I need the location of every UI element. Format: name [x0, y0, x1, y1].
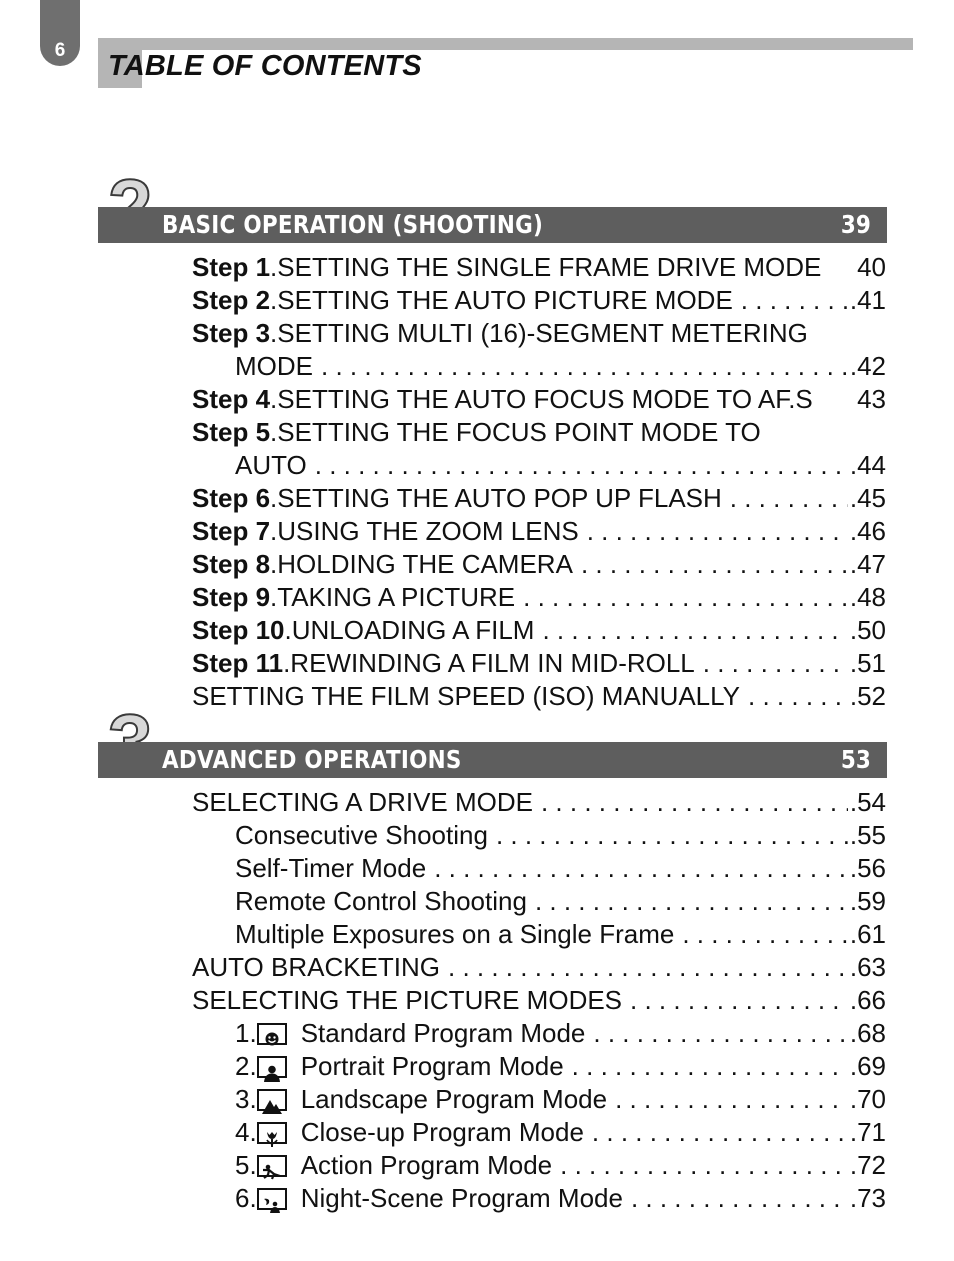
mode-number: 1.	[235, 1018, 257, 1048]
dot-leader	[448, 951, 848, 984]
mode-number: 2.	[235, 1051, 257, 1081]
toc-entry-auto-bracketing[interactable]	[192, 951, 886, 984]
entry-text: AUTO	[235, 450, 307, 480]
toc-entry-drive-mode[interactable]	[192, 786, 886, 819]
entry-page: .63	[849, 952, 886, 982]
landscape-icon	[257, 1089, 287, 1111]
entry-page: .66	[849, 985, 886, 1015]
toc-entry-step-3-cont[interactable]	[192, 350, 886, 383]
toc-entry-portrait-program[interactable]	[192, 1050, 886, 1083]
dot-leader	[496, 819, 848, 852]
entry-text: Remote Control Shooting	[235, 886, 527, 916]
runner-icon	[257, 1155, 287, 1177]
flower-icon	[257, 1122, 287, 1144]
chapter-page: 53	[841, 745, 871, 774]
entry-text: .SETTING THE SINGLE FRAME DRIVE MODE	[270, 252, 822, 282]
chapter-title: ADVANCED OPERATIONS	[162, 745, 462, 774]
dot-leader	[730, 482, 848, 515]
entry-text: SETTING THE FILM SPEED (ISO) MANUALLY	[192, 681, 741, 711]
dot-leader	[741, 284, 848, 317]
step-label: Step 2	[192, 285, 271, 315]
entry-text: Close-up Program Mode	[300, 1117, 584, 1147]
chapter-title: BASIC OPERATION (SHOOTING)	[162, 210, 544, 239]
dot-leader	[315, 449, 848, 482]
chapter-bar-advanced-operations[interactable]	[98, 742, 887, 778]
chapter-page: 39	[841, 210, 871, 239]
entry-page: .68	[849, 1018, 886, 1048]
toc-entry-step-5[interactable]	[192, 416, 886, 449]
dot-leader	[572, 1050, 848, 1083]
toc-entry-step-1[interactable]	[192, 251, 886, 284]
entry-page: .71	[849, 1117, 886, 1147]
toc-entry-consecutive[interactable]	[192, 819, 886, 852]
dot-leader	[682, 918, 848, 951]
step-label: Step 8	[192, 549, 271, 579]
toc-entry-standard-program[interactable]	[192, 1017, 886, 1050]
dot-leader	[535, 885, 848, 918]
toc-entry-closeup-program[interactable]	[192, 1116, 886, 1149]
toc-entry-remote-control[interactable]	[192, 885, 886, 918]
dot-leader	[631, 1182, 848, 1215]
entry-page: .42	[849, 351, 886, 381]
night-scene-icon	[257, 1188, 287, 1210]
chapter-bar-basic-operation[interactable]	[98, 207, 887, 243]
entry-text: Consecutive Shooting	[235, 820, 488, 850]
step-label: Step 10	[192, 615, 285, 645]
entry-text: Night-Scene Program Mode	[300, 1183, 623, 1213]
entry-text: .SETTING THE AUTO FOCUS MODE TO AF.S	[270, 384, 813, 414]
entry-page: .50	[849, 615, 886, 645]
step-label: Step 9	[192, 582, 271, 612]
page-number: 6	[54, 40, 66, 61]
entry-page: .47	[849, 549, 886, 579]
toc-entry-step-4[interactable]	[192, 383, 886, 416]
toc-entry-multiple-exposures[interactable]	[192, 918, 886, 951]
entry-page: 40	[857, 252, 886, 282]
entry-page: .45	[849, 483, 886, 513]
dot-leader	[542, 614, 847, 647]
step-label: Step 6	[192, 483, 271, 513]
smiley-icon	[257, 1023, 287, 1045]
toc-entry-action-program[interactable]	[192, 1149, 886, 1182]
entry-page: .46	[849, 516, 886, 546]
dot-leader	[581, 548, 848, 581]
entry-text: .TAKING A PICTURE	[270, 582, 516, 612]
entry-text: SELECTING A DRIVE MODE	[192, 787, 533, 817]
entry-page: .72	[849, 1150, 886, 1180]
entry-text: .SETTING THE AUTO PICTURE MODE	[270, 285, 733, 315]
toc-entry-step-5-cont[interactable]	[192, 449, 886, 482]
dot-leader	[587, 515, 848, 548]
entry-text: Self-Timer Mode	[235, 853, 427, 883]
entry-page: .44	[849, 450, 886, 480]
entry-page: .52	[849, 681, 886, 711]
toc-entry-step-11[interactable]	[192, 647, 886, 680]
entry-text: .HOLDING THE CAMERA	[270, 549, 573, 579]
entry-text: Multiple Exposures on a Single Frame	[235, 919, 675, 949]
toc-entry-night-scene-program[interactable]	[192, 1182, 886, 1215]
entry-text: SELECTING THE PICTURE MODES	[192, 985, 623, 1015]
dot-leader	[748, 680, 848, 713]
entry-text: .USING THE ZOOM LENS	[270, 516, 579, 546]
entry-page: .56	[849, 853, 886, 883]
step-label: Step 11	[192, 648, 284, 678]
page-title: TABLE OF CONTENTS	[108, 50, 422, 82]
mode-number: 4.	[235, 1117, 257, 1147]
dot-leader	[523, 581, 848, 614]
entry-page: .73	[849, 1183, 886, 1213]
dot-leader	[592, 1116, 848, 1149]
toc-entry-step-3[interactable]	[192, 317, 886, 350]
step-label: Step 1	[192, 252, 271, 282]
toc-list-advanced-operations	[192, 786, 886, 1215]
mode-number: 5.	[235, 1150, 257, 1180]
step-label: Step 7	[192, 516, 271, 546]
entry-page: .54	[849, 787, 886, 817]
entry-page: .51	[849, 648, 886, 678]
dot-leader	[321, 350, 848, 383]
entry-page: .70	[849, 1084, 886, 1114]
entry-text: .SETTING MULTI (16)-SEGMENT METERING	[270, 318, 808, 348]
entry-text: .UNLOADING A FILM	[284, 615, 535, 645]
entry-page: .41	[849, 285, 886, 315]
toc-list-basic-operation	[192, 251, 886, 713]
entry-text: .SETTING THE AUTO POP UP FLASH	[270, 483, 722, 513]
dot-leader	[593, 1017, 847, 1050]
entry-text: .REWINDING A FILM IN MID-ROLL	[283, 648, 695, 678]
entry-text: .SETTING THE FOCUS POINT MODE TO	[270, 417, 761, 447]
entry-page: 43	[857, 384, 886, 414]
toc-entry-step-10[interactable]	[192, 614, 886, 647]
toc-entry-step-8[interactable]	[192, 548, 886, 581]
step-label: Step 3	[192, 318, 271, 348]
toc-entry-film-speed[interactable]	[192, 680, 886, 713]
portrait-icon	[257, 1056, 287, 1078]
step-label: Step 4	[192, 384, 271, 414]
toc-entry-step-9[interactable]	[192, 581, 886, 614]
mode-number: 3.	[235, 1084, 257, 1114]
dot-leader	[630, 984, 848, 1017]
step-label: Step 5	[192, 417, 271, 447]
dot-leader	[541, 786, 848, 819]
toc-entry-self-timer[interactable]	[192, 852, 886, 885]
entry-text: MODE	[235, 351, 313, 381]
entry-text: Landscape Program Mode	[300, 1084, 608, 1114]
toc-entry-step-2[interactable]	[192, 284, 886, 317]
entry-text: Action Program Mode	[300, 1150, 553, 1180]
entry-text: AUTO BRACKETING	[192, 952, 441, 982]
toc-entry-step-7[interactable]	[192, 515, 886, 548]
toc-entry-landscape-program[interactable]	[192, 1083, 886, 1116]
toc-entry-step-6[interactable]	[192, 482, 886, 515]
toc-entry-picture-modes[interactable]	[192, 984, 886, 1017]
dot-leader	[703, 647, 848, 680]
dot-leader	[560, 1149, 848, 1182]
entry-page: .59	[849, 886, 886, 916]
entry-page: .61	[849, 919, 886, 949]
entry-text: Portrait Program Mode	[300, 1051, 564, 1081]
entry-text: Standard Program Mode	[300, 1018, 586, 1048]
mode-number: 6.	[235, 1183, 257, 1213]
entry-page: .48	[849, 582, 886, 612]
dot-leader	[434, 852, 848, 885]
dot-leader	[615, 1083, 848, 1116]
entry-page: .55	[849, 820, 886, 850]
page-number-tab	[40, 0, 80, 66]
entry-page: .69	[849, 1051, 886, 1081]
header-rule	[98, 38, 913, 50]
